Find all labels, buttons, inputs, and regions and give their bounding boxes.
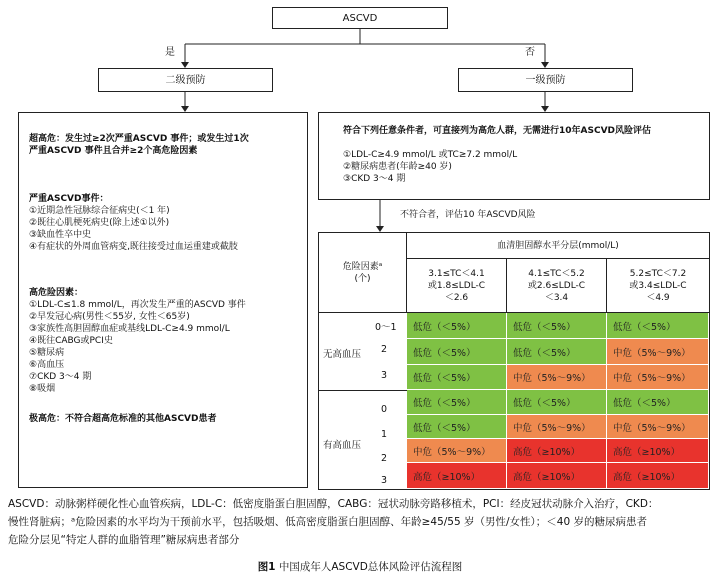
not-meet-label: 不符合者，评估10 年ASCVD风险 <box>400 210 536 220</box>
risk-cell: 低危（＜5%） <box>407 313 507 339</box>
risk-matrix-table <box>318 232 710 490</box>
high-risk-factors-title: 高危险因素： <box>29 288 84 298</box>
risk-cell: 中危（5%～9%） <box>407 439 507 463</box>
footnote-line-2: 慢性肾脏病；ᵃ危险因素的水平均为干预前水平，包括吸烟、低高密度脂蛋白胆固醇、年龄≥45/55 岁（男性/女性）；＜40 岁的糖尿病患者 <box>8 516 647 528</box>
col-2-line: ＜3.4 <box>544 292 569 303</box>
risk-factor-header-line1: 危险因素ᵃ <box>342 261 383 272</box>
group-no-hypertension: 无高血压 <box>323 349 362 360</box>
risk-cell: 低危（＜5%） <box>507 390 607 415</box>
primary-prevention-box <box>458 68 633 92</box>
figure-caption-text: 中国成年人ASCVD总体风险评估流程图 <box>278 561 463 573</box>
footnote-line-1: ASCVD：动脉粥样硬化性心血管疾病，LDL-C：低密度脂蛋白胆固醇，CABG：冠状动脉旁路移植术，PCI：经皮冠状动脉介入治疗，CKD： <box>8 498 659 510</box>
risk-cell: 高危（≥10%） <box>407 463 507 489</box>
risk-cell: 低危（＜5%） <box>607 390 709 415</box>
direct-high-risk-line: 符合下列任意条件者，可直接列为高危人群，无需进行10年ASCVD风险评估 <box>343 126 652 136</box>
secondary-criteria-box <box>18 112 308 488</box>
criteria-item: ③CKD 3～4 期 <box>343 174 406 184</box>
cholesterol-header-text: 血清胆固醇水平分层(mmol/L) <box>497 240 619 251</box>
risk-cell: 中危（5%～9%） <box>607 339 709 365</box>
severe-item: ③缺血性卒中史 <box>29 230 92 240</box>
figure-caption-label: 图1 <box>257 561 276 573</box>
col-2-line: 或2.6≤LDL-C <box>527 280 586 291</box>
risk-cell: 低危（＜5%） <box>407 390 507 415</box>
high-risk-item: ①LDL-C≤1.8 mmol/L，再次发生严重的ASCVD 事件 <box>29 300 246 310</box>
high-risk-item: ②早发冠心病(男性＜55岁, 女性＜65岁) <box>29 312 190 322</box>
risk-count: 2 <box>381 453 388 464</box>
ultra-high-risk-line2: 严重ASCVD 事件且合并≥2个高危险因素 <box>29 146 198 156</box>
criteria-item: ②糖尿病患者(年龄≥40 岁) <box>343 162 452 172</box>
severe-item: ②既往心肌梗死病史(除上述①以外) <box>29 218 170 228</box>
risk-cell-grid <box>407 313 709 489</box>
primary-criteria-box <box>318 112 710 200</box>
ultra-high-risk-line1: 超高危：发生过≥2次严重ASCVD 事件；或发生过1次 <box>29 134 249 144</box>
col-1-line: 3.1≤TC＜4.1 <box>428 268 485 279</box>
risk-count: 2 <box>381 344 388 355</box>
high-risk-item: ⑥高血压 <box>29 360 65 370</box>
group-divider <box>319 390 407 391</box>
group-hypertension: 有高血压 <box>323 440 362 451</box>
col-1-line: ＜2.6 <box>444 292 469 303</box>
risk-count: 0～1 <box>375 322 397 333</box>
no-label: 否 <box>525 47 535 58</box>
criteria-item: ①LDL-C≥4.9 mmol/L 或TC≥7.2 mmol/L <box>343 150 518 160</box>
risk-count: 3 <box>381 475 388 486</box>
risk-cell: 高危（≥10%） <box>507 463 607 489</box>
col-3-line: 5.2≤TC＜7.2 <box>629 268 687 279</box>
high-risk-item: ⑤糖尿病 <box>29 348 65 358</box>
col-2-line: 4.1≤TC＜5.2 <box>528 268 585 279</box>
extreme-high-risk-line: 极高危：不符合超高危标准的其他ASCVD患者 <box>29 414 217 424</box>
risk-factor-header-line2: (个) <box>354 273 371 284</box>
severe-item: ④有症状的外周血管病变,既往接受过血运重建或截肢 <box>29 242 238 252</box>
risk-cell: 高危（≥10%） <box>607 439 709 463</box>
risk-factor-header <box>319 233 407 313</box>
col-3-line: ＜4.9 <box>646 292 670 303</box>
risk-cell: 中危（5%～9%） <box>607 365 709 390</box>
ascvd-title: ASCVD <box>342 12 378 24</box>
risk-count: 0 <box>381 404 388 415</box>
risk-cell: 低危（＜5%） <box>607 313 709 339</box>
risk-count: 1 <box>381 429 388 440</box>
risk-cell: 低危（＜5%） <box>507 313 607 339</box>
row-label-column <box>319 313 408 489</box>
risk-cell: 低危（＜5%） <box>407 415 507 439</box>
risk-cell: 低危（＜5%） <box>407 365 507 390</box>
col-1-line: 或1.8≤LDL-C <box>427 280 486 291</box>
risk-cell: 中危（5%～9%） <box>507 415 607 439</box>
primary-prevention-title: 一级预防 <box>525 74 566 86</box>
risk-cell: 中危（5%～9%） <box>507 365 607 390</box>
footnote-line-3: 危险分层见“特定人群的血脂管理”糖尿病患者部分 <box>8 534 240 546</box>
high-risk-item: ⑦CKD 3～4 期 <box>29 372 92 382</box>
cholesterol-header <box>407 233 709 259</box>
secondary-prevention-box <box>98 68 273 92</box>
risk-count: 3 <box>381 370 388 381</box>
col-3-line: 或3.4≤LDL-C <box>629 280 687 291</box>
high-risk-item: ⑧吸烟 <box>29 384 56 394</box>
risk-cell: 高危（≥10%） <box>607 463 709 489</box>
severe-events-title: 严重ASCVD事件： <box>29 194 109 204</box>
ascvd-box <box>272 7 448 29</box>
cholesterol-col-3 <box>607 259 709 313</box>
high-risk-item: ③家族性高胆固醇血症或基线LDL-C≥4.9 mmol/L <box>29 324 230 334</box>
risk-cell: 中危（5%～9%） <box>607 415 709 439</box>
risk-cell: 低危（＜5%） <box>507 339 607 365</box>
severe-item: ①近期急性冠脉综合征病史(＜1 年) <box>29 206 170 216</box>
yes-label: 是 <box>165 47 175 58</box>
figure-caption <box>0 559 720 574</box>
secondary-prevention-title: 二级预防 <box>165 74 206 86</box>
cholesterol-col-2 <box>507 259 607 313</box>
cholesterol-col-1 <box>407 259 507 313</box>
risk-cell: 低危（＜5%） <box>407 339 507 365</box>
risk-cell: 高危（≥10%） <box>507 439 607 463</box>
high-risk-item: ④既往CABG或PCI史 <box>29 336 113 346</box>
